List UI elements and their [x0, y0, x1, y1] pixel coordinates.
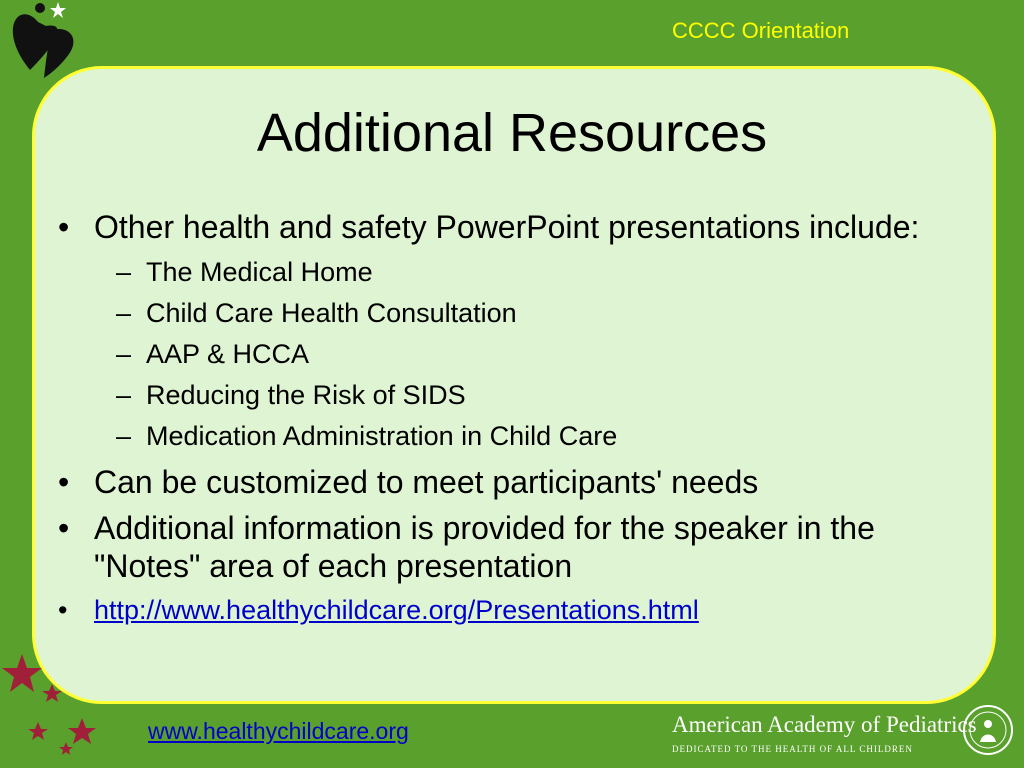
dash-marker: –: [116, 298, 132, 328]
presentations-link[interactable]: http://www.healthychildcare.org/Presentations.html: [94, 595, 699, 625]
aap-seal-icon: [962, 704, 1014, 756]
bullet-item: [58, 463, 978, 501]
bullet-item: [58, 593, 978, 627]
aap-tagline: DEDICATED TO THE HEALTH OF ALL CHILDREN: [672, 744, 913, 754]
sub-bullet-item: [58, 416, 978, 457]
bullet-marker: •: [58, 209, 70, 245]
footer-website-link[interactable]: www.healthychildcare.org: [148, 718, 409, 744]
sub-bullet-item: [58, 252, 978, 293]
sub-bullet-text: The Medical Home: [146, 257, 373, 287]
bullet-item: [58, 509, 978, 585]
slide-title: Additional Resources: [256, 103, 768, 163]
bullet-marker: •: [58, 595, 68, 625]
dash-marker: –: [116, 257, 132, 287]
bullet-marker: •: [58, 464, 70, 500]
aap-organization-name: American Academy of Pediatrics: [672, 712, 977, 737]
bullet-marker: •: [58, 510, 70, 546]
sub-bullet-text: Reducing the Risk of SIDS: [146, 380, 466, 410]
bullet-list: [58, 208, 978, 627]
decorative-stars-icon: [0, 650, 110, 768]
sub-bullet-text: Medication Administration in Child Care: [146, 421, 618, 451]
dash-marker: –: [116, 421, 132, 451]
dash-marker: –: [116, 339, 132, 369]
bullet-text: Can be customized to meet participants' needs: [94, 464, 759, 500]
header-label: CCCC Orientation: [672, 18, 850, 43]
sub-bullet-text: Child Care Health Consultation: [146, 298, 517, 328]
bullet-item: [58, 208, 978, 246]
sub-bullet-item: [58, 375, 978, 416]
dash-marker: –: [116, 380, 132, 410]
sub-bullet-item: [58, 334, 978, 375]
sub-bullet-item: [58, 293, 978, 334]
bullet-text: Additional information is provided for the speaker in the "Notes" area of each presentation: [94, 510, 875, 584]
sub-bullet-text: AAP & HCCA: [146, 339, 310, 369]
bullet-text: Other health and safety PowerPoint presentations include:: [94, 209, 920, 245]
